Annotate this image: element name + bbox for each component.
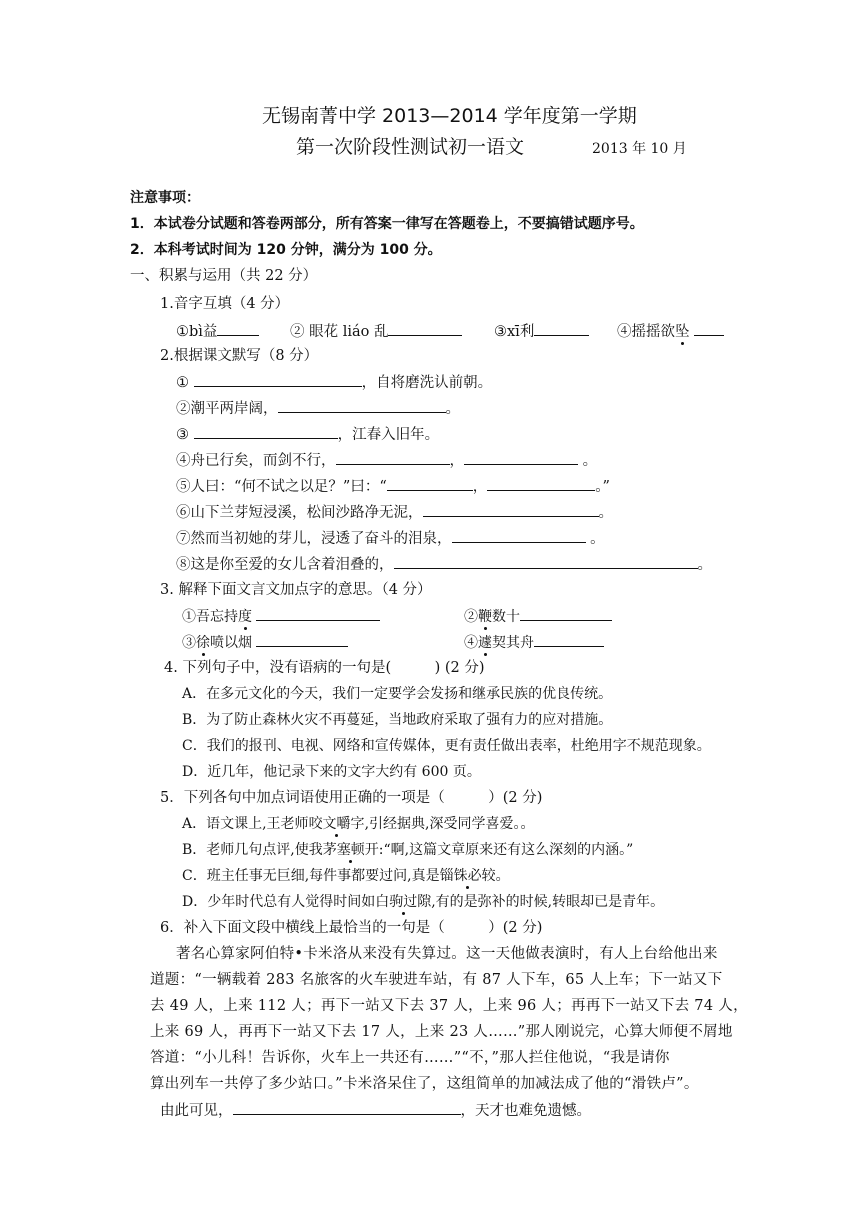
q1-item-b: ② 眼花 liáo 乱 — [290, 321, 462, 342]
answer-blank — [487, 476, 595, 491]
exam-title-line1: 无锡南菁中学 2013—2014 学年度第一学期 — [262, 105, 637, 127]
q6-fill-line: 由此可见， ，天才也难免遗憾。 — [160, 1100, 591, 1121]
q4-option-d: D．近几年，他记录下来的文字大约有 600 页。 — [182, 764, 481, 780]
q5-stem: 5．下列各句中加点词语使用正确的一项是（ ）(2 分) — [160, 790, 543, 806]
dotted-char: 遽 — [478, 635, 492, 651]
q6-passage-line: 算出列车一共停了多少站口。”卡米洛呆住了，这组简单的加减法成了他的“滑铁卢”。 — [150, 1076, 699, 1092]
notice-item-2: 2．本科考试时间为 120 分钟，满分为 100 分。 — [130, 242, 442, 258]
q3-item-a: ①吾忘持度 — [182, 606, 380, 627]
answer-blank — [256, 632, 348, 647]
answer-blank — [217, 321, 259, 336]
q2-line-2: ②潮平两岸阔， 。 — [176, 398, 460, 419]
q4-option-b: B．为了防止森林火灾不再蔓延，当地政府采取了强有力的应对措施。 — [182, 712, 613, 728]
q2-line-6: ⑥山下兰芽短浸溪，松间沙路净无泥， 。 — [176, 502, 613, 523]
q2-line-5: ⑤人曰：“何不试之以足？”曰：“ ， 。” — [176, 476, 610, 497]
answer-blank — [452, 528, 586, 543]
answer-blank — [388, 321, 462, 336]
q4-option-a: A．在多元文化的今天，我们一定要学会发扬和继承民族的优良传统。 — [182, 686, 613, 702]
exam-title-line2: 第一次阶段性测试初一语文 — [296, 136, 525, 158]
exam-date: 2013 年 10 月 — [592, 141, 687, 157]
section-heading: 一、积累与运用（共 22 分） — [130, 268, 318, 284]
dotted-word: 茅塞顿开 — [322, 842, 379, 858]
q6-passage-line: 答道：“小儿科！告诉你，火车上一共还有……”“不，”那人拦住他说，“我是请你 — [150, 1050, 670, 1066]
q3-stem: 3. 解释下面文言文加点字的意思。（4 分） — [160, 582, 432, 598]
answer-blank — [464, 450, 578, 465]
answer-blank — [394, 554, 698, 569]
q1-item-a: ①bì益 — [176, 321, 259, 342]
q6-passage-line: 道题：“一辆载着 283 名旅客的火车驶进车站，有 87 人下车，65 人上车；下一站又下 — [150, 972, 723, 988]
q3-item-c: ③徐喷以烟 — [182, 632, 348, 653]
q3-item-d: ④遽契其舟 — [464, 632, 604, 653]
q1-item-d: ④摇摇欲坠 — [617, 321, 724, 342]
q5-option-d: D．少年时代总有人觉得时间如白驹过隙,有的是弥补的时候,转眼却已是青年。 — [182, 894, 665, 910]
q3-item-b: ②鞭数十 — [464, 606, 612, 627]
answer-blank — [278, 398, 446, 413]
q4-stem: 4. 下列句子中，没有语病的一句是( ) (2 分) — [164, 660, 485, 676]
q2-line-4: ④舟已行矣，而剑不行， ， 。 — [176, 450, 597, 471]
dotted-char: 徐 — [196, 635, 210, 651]
answer-blank — [534, 632, 604, 647]
answer-blank — [194, 372, 362, 387]
q6-passage-line: 去 49 人，上来 112 人；再下一站又下去 37 人，上来 96 人；再再下一站又下去 74 人， — [150, 998, 748, 1014]
answer-blank — [534, 321, 589, 336]
q2-stem: 2.根据课文默写（8 分） — [160, 348, 319, 364]
q4-option-c: C．我们的报刊、电视、网络和宣传媒体，更有责任做出表率，杜绝用字不规范现象。 — [182, 738, 711, 754]
dotted-word: 咬文嚼字 — [308, 816, 365, 832]
q5-option-c: C．班主任事无巨细,每件事都要过问,真是锱铢必较。 — [182, 868, 510, 884]
answer-blank — [387, 476, 473, 491]
answer-blank — [233, 1100, 461, 1115]
answer-blank — [520, 606, 612, 621]
q2-line-1: ① ，自将磨洗认前朝。 — [176, 372, 492, 393]
notice-item-1: 1．本试卷分试题和答卷两部分，所有答案一律写在答题卷上，不要搞错试题序号。 — [130, 216, 644, 232]
q1-stem: 1.音字互填（4 分） — [160, 296, 290, 312]
q2-line-3: ③ ，江春入旧年。 — [176, 424, 439, 445]
answer-blank — [336, 450, 450, 465]
q2-line-7: ⑦然而当初她的芽儿，浸透了奋斗的泪泉， 。 — [176, 528, 605, 549]
q6-passage-line: 上来 69 人，再再下一站又下去 17 人，上来 23 人……”那人刚说完，心算大师便不屑地 — [150, 1024, 733, 1040]
dotted-char: 坠 — [675, 324, 690, 340]
dotted-char: 度 — [238, 609, 252, 625]
answer-blank — [256, 606, 380, 621]
dotted-char: 鞭 — [478, 609, 492, 625]
q5-option-a: A．语文课上,王老师咬文嚼字,引经据典,深受同学喜爱。。 — [182, 816, 535, 832]
dotted-word: 锱铢必较 — [439, 868, 496, 884]
q1-item-c: ③xī利 — [494, 321, 589, 342]
notice-heading: 注意事项： — [130, 190, 200, 206]
q6-passage-line: 著名心算家阿伯特•卡米洛从来没有失算过。这一天他做表演时，有人上台给他出来 — [176, 946, 718, 962]
answer-blank — [194, 424, 338, 439]
q2-line-8: ⑧这是你至爱的女儿含着泪叠的， 。 — [176, 554, 712, 575]
q5-option-b: B．老师几句点评,使我茅塞顿开:“啊,这篇文章原来还有这么深刻的内涵。” — [182, 842, 634, 858]
dotted-word: 白驹过隙 — [375, 894, 432, 910]
q6-stem: 6．补入下面文段中横线上最恰当的一句是（ ）(2 分) — [160, 920, 543, 936]
answer-blank — [694, 321, 724, 336]
answer-blank — [423, 502, 599, 517]
